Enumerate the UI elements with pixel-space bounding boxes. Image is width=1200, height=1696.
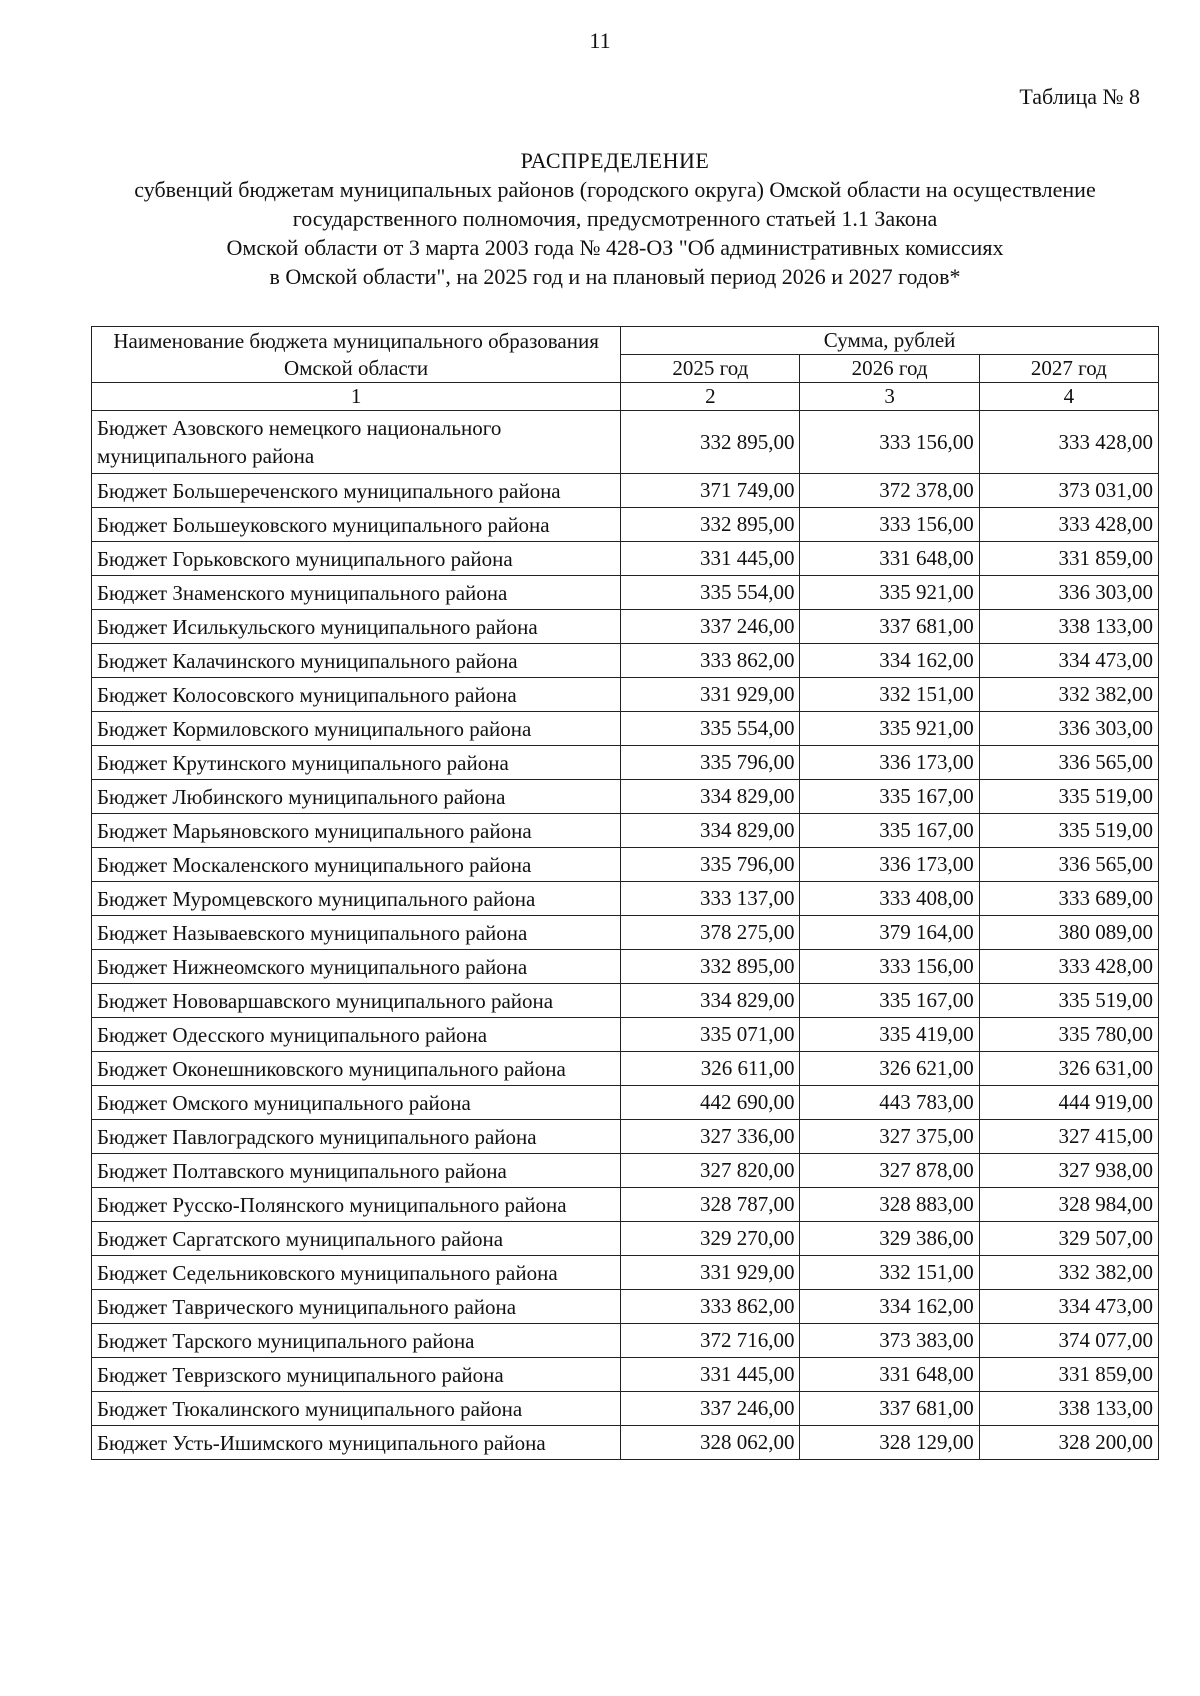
value-2027: 333 428,00 [979,411,1158,474]
value-2025: 327 820,00 [621,1154,800,1188]
table-row [92,950,1159,984]
value-2027: 331 859,00 [979,542,1158,576]
title-heading: РАСПРЕДЕЛЕНИЕ [520,148,710,173]
value-2027: 336 303,00 [979,712,1158,746]
value-2025: 378 275,00 [621,916,800,950]
value-2027: 334 473,00 [979,1290,1158,1324]
district-name: Бюджет Москаленского муниципального района [92,848,621,882]
value-2027: 335 780,00 [979,1018,1158,1052]
value-2025: 333 137,00 [621,882,800,916]
value-2027: 335 519,00 [979,984,1158,1018]
table-row [92,780,1159,814]
district-name: Бюджет Нововаршавского муниципального района [92,984,621,1018]
value-2026: 333 156,00 [800,950,979,984]
table-row [92,1086,1159,1120]
value-2025: 335 554,00 [621,712,800,746]
value-2026: 443 783,00 [800,1086,979,1120]
sum-header: Сумма, рублей [621,327,1159,355]
value-2026: 335 419,00 [800,1018,979,1052]
document-title [60,146,1170,291]
table-row [92,712,1159,746]
table-row [92,576,1159,610]
table-label: Таблица № 8 [1019,84,1140,109]
table-row [92,848,1159,882]
table-row [92,1256,1159,1290]
value-2027: 333 428,00 [979,508,1158,542]
value-2026: 331 648,00 [800,542,979,576]
value-2027: 328 200,00 [979,1426,1158,1460]
table-body [92,411,1159,1460]
value-2026: 379 164,00 [800,916,979,950]
district-name: Бюджет Нижнеомского муниципального района [92,950,621,984]
value-2027: 373 031,00 [979,474,1158,508]
district-name: Бюджет Знаменского муниципального района [92,576,621,610]
value-2026: 337 681,00 [800,610,979,644]
value-2026: 334 162,00 [800,644,979,678]
value-2025: 326 611,00 [621,1052,800,1086]
value-2026: 336 173,00 [800,848,979,882]
district-name: Бюджет Седельниковского муниципального района [92,1256,621,1290]
table-row [92,610,1159,644]
value-2026: 335 167,00 [800,984,979,1018]
table-row [92,411,1159,474]
value-2025: 329 270,00 [621,1222,800,1256]
value-2025: 372 716,00 [621,1324,800,1358]
value-2026: 372 378,00 [800,474,979,508]
table-row [92,508,1159,542]
district-name: Бюджет Таврического муниципального района [92,1290,621,1324]
value-2026: 336 173,00 [800,746,979,780]
table-row [92,1018,1159,1052]
value-2026: 327 375,00 [800,1120,979,1154]
value-2027: 380 089,00 [979,916,1158,950]
district-name: Бюджет Омского муниципального района [92,1086,621,1120]
value-2025: 331 929,00 [621,1256,800,1290]
district-name: Бюджет Большеуковского муниципального района [92,508,621,542]
col-number-1: 1 [92,383,621,411]
value-2027: 444 919,00 [979,1086,1158,1120]
title-line-3: Омской области от 3 марта 2003 года № 428-ОЗ "Об административных комиссиях [226,235,1004,260]
value-2027: 374 077,00 [979,1324,1158,1358]
district-name: Бюджет Усть-Ишимского муниципального района [92,1426,621,1460]
value-2025: 442 690,00 [621,1086,800,1120]
value-2026: 328 883,00 [800,1188,979,1222]
district-name: Бюджет Азовского немецкого национального муниципального района [92,411,621,474]
district-name: Бюджет Колосовского муниципального района [92,678,621,712]
district-name: Бюджет Калачинского муниципального района [92,644,621,678]
value-2027: 334 473,00 [979,644,1158,678]
value-2027: 336 565,00 [979,746,1158,780]
value-2027: 327 938,00 [979,1154,1158,1188]
title-line-1: субвенций бюджетам муниципальных районов (городского округа) Омской области на осуществление [134,177,1096,202]
value-2027: 336 565,00 [979,848,1158,882]
value-2026: 332 151,00 [800,1256,979,1290]
value-2025: 327 336,00 [621,1120,800,1154]
table-row [92,1358,1159,1392]
district-name: Бюджет Одесского муниципального района [92,1018,621,1052]
table-row [92,882,1159,916]
table-row [92,814,1159,848]
value-2025: 371 749,00 [621,474,800,508]
budget-table [91,326,1159,1460]
value-2026: 334 162,00 [800,1290,979,1324]
district-name: Бюджет Крутинского муниципального района [92,746,621,780]
value-2027: 327 415,00 [979,1120,1158,1154]
district-name: Бюджет Горьковского муниципального района [92,542,621,576]
value-2026: 335 167,00 [800,814,979,848]
table-row [92,1392,1159,1426]
value-2025: 335 796,00 [621,746,800,780]
district-name: Бюджет Павлоградского муниципального района [92,1120,621,1154]
table-row [92,1154,1159,1188]
value-2027: 335 519,00 [979,780,1158,814]
value-2026: 333 156,00 [800,508,979,542]
district-name: Бюджет Тюкалинского муниципального района [92,1392,621,1426]
district-name: Бюджет Исилькульского муниципального района [92,610,621,644]
value-2025: 334 829,00 [621,780,800,814]
value-2026: 329 386,00 [800,1222,979,1256]
value-2025: 332 895,00 [621,508,800,542]
district-name: Бюджет Тевризского муниципального района [92,1358,621,1392]
value-2025: 333 862,00 [621,1290,800,1324]
value-2026: 327 878,00 [800,1154,979,1188]
value-2026: 335 921,00 [800,576,979,610]
value-2026: 331 648,00 [800,1358,979,1392]
value-2025: 332 895,00 [621,950,800,984]
value-2027: 331 859,00 [979,1358,1158,1392]
value-2025: 328 062,00 [621,1426,800,1460]
value-2027: 335 519,00 [979,814,1158,848]
district-name: Бюджет Любинского муниципального района [92,780,621,814]
table-row [92,916,1159,950]
value-2027: 336 303,00 [979,576,1158,610]
col-number-4: 4 [979,383,1158,411]
value-2026: 326 621,00 [800,1052,979,1086]
value-2025: 335 796,00 [621,848,800,882]
title-line-4: в Омской области", на 2025 год и на плановый период 2026 и 2027 годов* [269,264,961,289]
district-name: Бюджет Муромцевского муниципального района [92,882,621,916]
year-header-2025: 2025 год [621,355,800,383]
value-2025: 333 862,00 [621,644,800,678]
district-name: Бюджет Саргатского муниципального района [92,1222,621,1256]
value-2027: 332 382,00 [979,678,1158,712]
district-name: Бюджет Большереченского муниципального района [92,474,621,508]
district-name: Бюджет Называевского муниципального района [92,916,621,950]
value-2025: 337 246,00 [621,610,800,644]
district-name: Бюджет Кормиловского муниципального района [92,712,621,746]
table-row [92,644,1159,678]
value-2025: 335 071,00 [621,1018,800,1052]
col-number-2: 2 [621,383,800,411]
value-2026: 373 383,00 [800,1324,979,1358]
value-2027: 328 984,00 [979,1188,1158,1222]
value-2026: 335 921,00 [800,712,979,746]
table-row [92,1188,1159,1222]
table-row [92,1120,1159,1154]
district-name: Бюджет Русско-Полянского муниципального района [92,1188,621,1222]
value-2026: 328 129,00 [800,1426,979,1460]
table-row [92,1290,1159,1324]
table-row [92,678,1159,712]
year-header-2026: 2026 год [800,355,979,383]
value-2027: 326 631,00 [979,1052,1158,1086]
table-row [92,984,1159,1018]
value-2025: 334 829,00 [621,984,800,1018]
value-2025: 335 554,00 [621,576,800,610]
table-row [92,474,1159,508]
value-2025: 334 829,00 [621,814,800,848]
value-2025: 331 929,00 [621,678,800,712]
district-name: Бюджет Тарского муниципального района [92,1324,621,1358]
value-2026: 333 408,00 [800,882,979,916]
col-name-header: Наименование бюджета муниципального образования Омской области [92,327,621,383]
table-row [92,1052,1159,1086]
title-line-2: государственного полномочия, предусмотренного статьей 1.1 Закона [292,206,938,231]
value-2027: 338 133,00 [979,1392,1158,1426]
district-name: Бюджет Марьяновского муниципального района [92,814,621,848]
value-2026: 335 167,00 [800,780,979,814]
value-2027: 332 382,00 [979,1256,1158,1290]
value-2025: 331 445,00 [621,1358,800,1392]
value-2027: 338 133,00 [979,610,1158,644]
district-name: Бюджет Полтавского муниципального района [92,1154,621,1188]
value-2025: 328 787,00 [621,1188,800,1222]
value-2025: 337 246,00 [621,1392,800,1426]
table-row [92,1426,1159,1460]
district-name: Бюджет Оконешниковского муниципального района [92,1052,621,1086]
table-row [92,746,1159,780]
col-number-3: 3 [800,383,979,411]
value-2025: 332 895,00 [621,411,800,474]
value-2027: 333 428,00 [979,950,1158,984]
value-2025: 331 445,00 [621,542,800,576]
page-number: 11 [589,28,611,53]
value-2026: 337 681,00 [800,1392,979,1426]
table-row [92,542,1159,576]
value-2026: 333 156,00 [800,411,979,474]
value-2027: 329 507,00 [979,1222,1158,1256]
year-header-2027: 2027 год [979,355,1158,383]
value-2026: 332 151,00 [800,678,979,712]
table-row [92,1222,1159,1256]
value-2027: 333 689,00 [979,882,1158,916]
table-row [92,1324,1159,1358]
